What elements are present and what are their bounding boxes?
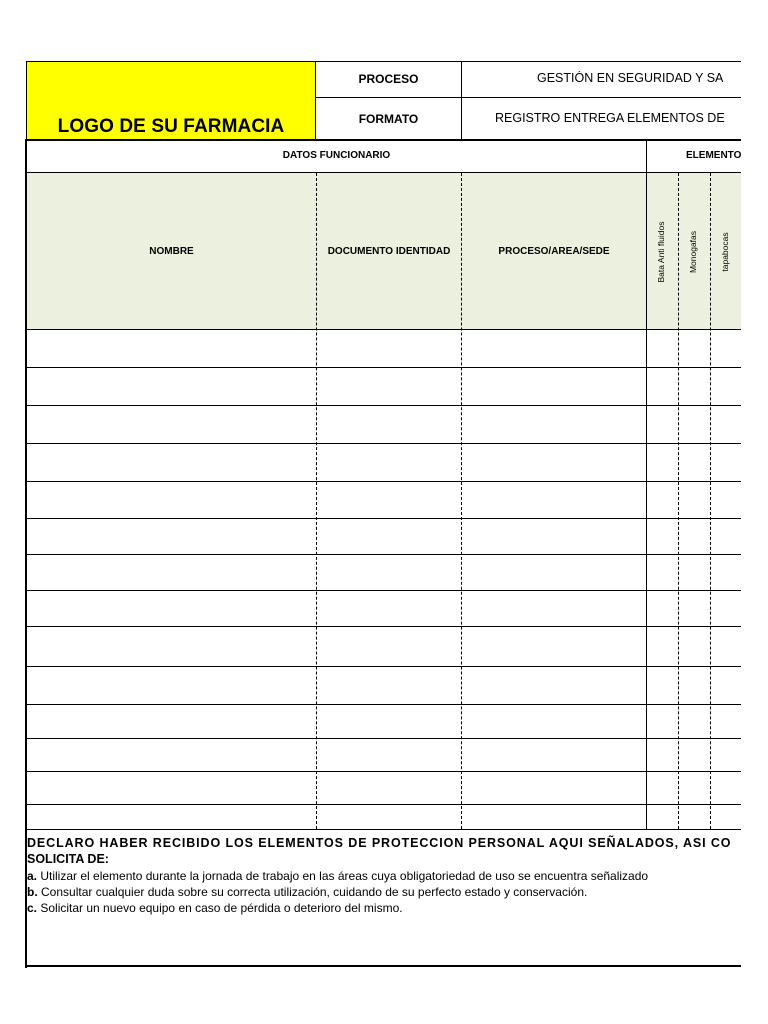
proceso-label: PROCESO (358, 72, 419, 86)
table-row (27, 367, 741, 368)
declaration-line-2: SOLICITA DE: (27, 852, 109, 866)
table-row (27, 481, 741, 482)
item-c-key: c. (27, 901, 38, 915)
column-tapabocas: tapabocas (720, 232, 730, 272)
section-datos-funcionario: DATOS FUNCIONARIO (282, 150, 391, 161)
table-row (27, 804, 741, 805)
item-c-text: Solicitar un nuevo equipo en caso de pérdida o deterioro del mismo. (37, 901, 403, 915)
col-sep-bata (678, 173, 679, 829)
section-elementos: ELEMENTO (686, 150, 741, 161)
table-row (27, 405, 741, 406)
logo-text: LOGO DE SU FARMACIA (57, 116, 285, 137)
column-documento: DOCUMENTO IDENTIDAD (327, 246, 451, 257)
table-row (27, 704, 741, 705)
declaration-item-a (27, 869, 648, 883)
table-row (27, 554, 741, 555)
table-row (27, 738, 741, 739)
column-header-bottom (27, 329, 741, 330)
declaration-line-1: DECLARO HABER RECIBIDO LOS ELEMENTOS DE PROTECCION PERSONAL AQUI SEÑALADOS, ASI CO (27, 836, 732, 850)
column-bata-antifluidos: Bata Anti fluidos (656, 221, 666, 283)
table-row (27, 626, 741, 627)
col-sep-proceso (646, 173, 647, 829)
section-divider (646, 141, 647, 172)
column-proceso-area: PROCESO/AREA/SEDE (498, 246, 610, 257)
table-row (27, 590, 741, 591)
item-b-key: b. (27, 885, 38, 899)
form-bottom-border (25, 965, 741, 967)
table-row (27, 518, 741, 519)
table-row (27, 443, 741, 444)
table-bottom-border (27, 829, 741, 830)
header-divider-2 (461, 61, 462, 139)
table-top-border (25, 139, 741, 141)
item-b-text: Consultar cualquier duda sobre su correcta utilización, cuidando de su perfecto estado y conservación. (37, 885, 588, 899)
declaration-item-b (27, 885, 587, 899)
column-nombre: NOMBRE (149, 246, 194, 257)
declaration-item-c (27, 901, 403, 915)
proceso-value: GESTIÓN EN SEGURIDAD Y SA (537, 71, 724, 85)
col-sep-nombre (316, 173, 317, 829)
col-sep-monogafas (710, 173, 711, 829)
table-row (27, 666, 741, 667)
column-monogafas: Monogafas (688, 230, 698, 274)
item-a-key: a. (27, 869, 38, 883)
table-row (27, 771, 741, 772)
col-sep-documento (461, 173, 462, 829)
header-top-border (316, 61, 741, 62)
item-a-text: Utilizar el elemento durante la jornada de trabajo en las áreas cuya obligatoriedad de uso se encuentra señalizado (37, 869, 649, 883)
formato-value: REGISTRO ENTREGA ELEMENTOS DE (495, 111, 725, 125)
header-mid-border (316, 97, 741, 98)
formato-label: FORMATO (358, 112, 419, 126)
